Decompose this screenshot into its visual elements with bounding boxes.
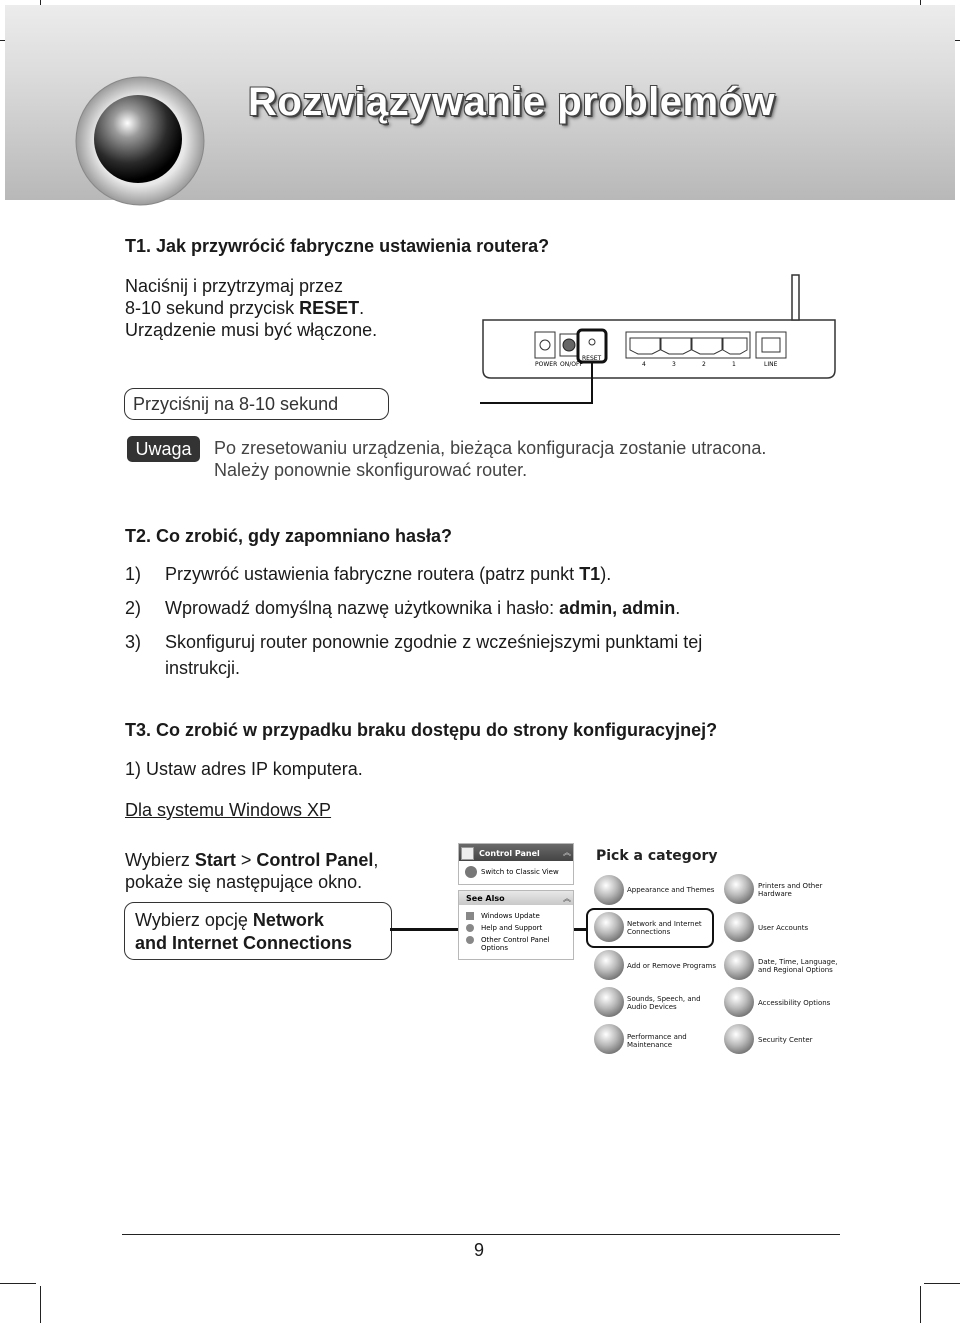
section-heading-windows-xp: Dla systemu Windows XP	[125, 800, 332, 820]
page-title: Rozwiązywanie problemów	[248, 80, 776, 124]
t3-paragraph-line2: pokaże się następujące okno.	[125, 872, 363, 892]
reset-callout-text: Przyciśnij na 8-10 sekund	[133, 394, 339, 414]
network-callout-line2: and Internet Connections	[135, 933, 353, 953]
t2-step2: Wprowadź domyślną nazwę użytkownika i hasło: admin, admin.	[165, 598, 681, 618]
category-link[interactable]: Accessibility Options	[758, 999, 831, 1007]
crop-mark	[0, 1283, 36, 1284]
category-link[interactable]: Printers and Other Hardware	[758, 882, 823, 898]
collapse-icon[interactable]: ︽	[563, 894, 571, 903]
options-icon	[466, 936, 474, 944]
router-back-panel-illustration	[480, 270, 840, 410]
t2-step3-line2: instrukcji.	[165, 658, 241, 678]
see-also-link[interactable]: Other Control Panel Options	[481, 936, 550, 952]
category-link[interactable]: Add or Remove Programs	[627, 962, 716, 970]
t1-heading: T1. Jak przywrócić fabryczne ustawienia routera?	[125, 236, 550, 256]
collapse-icon[interactable]: ︽	[563, 848, 571, 857]
crop-mark	[40, 1286, 41, 1323]
user-accounts-icon	[724, 912, 754, 942]
appearance-themes-icon	[594, 875, 624, 905]
router-label-port4: 4	[642, 361, 646, 368]
t3-step1: 1) Ustaw adres IP komputera.	[125, 759, 363, 779]
switch-view-icon	[465, 866, 477, 878]
router-label-reset: RESET	[582, 355, 602, 362]
windows-update-icon	[466, 912, 474, 920]
router-label-port2: 2	[702, 361, 706, 368]
t2-step-number: 1)	[125, 564, 142, 584]
crop-mark	[920, 1286, 921, 1323]
router-label-onoff: ON/OFF	[560, 361, 583, 368]
network-connections-icon	[594, 912, 624, 942]
category-link[interactable]: User Accounts	[758, 924, 809, 932]
switch-classic-view-link[interactable]: Switch to Classic View	[481, 868, 559, 876]
accessibility-icon	[724, 987, 754, 1017]
t2-step-number: 3)	[125, 632, 142, 652]
category-link[interactable]: Date, Time, Language, and Regional Options	[758, 958, 838, 974]
see-also-title: See Also	[466, 894, 505, 903]
router-label-line: LINE	[764, 361, 778, 368]
t1-text-line2: 8-10 sekund przycisk RESET.	[125, 298, 365, 318]
category-link[interactable]: Performance and Maintenance	[627, 1033, 687, 1049]
router-label-port3: 3	[672, 361, 676, 368]
note-text-line2: Należy ponownie skonfigurować router.	[214, 460, 528, 480]
see-also-link[interactable]: Help and Support	[481, 924, 543, 932]
router-label-port1: 1	[732, 361, 736, 368]
t2-step1: Przywróć ustawienia fabryczne routera (patrz punkt T1).	[165, 564, 612, 584]
pick-category-title: Pick a category	[596, 848, 718, 864]
t3-heading: T3. Co zrobić w przypadku braku dostępu do strony konfiguracyjnej?	[125, 720, 718, 740]
t2-step3-line1: Skonfiguruj router ponownie zgodnie z wcześniejszymi punktami tej	[165, 632, 703, 652]
performance-maintenance-icon	[594, 1024, 624, 1054]
help-icon	[466, 924, 474, 932]
t3-paragraph-line1: Wybierz Start > Control Panel,	[125, 850, 379, 870]
category-link[interactable]: Appearance and Themes	[627, 886, 715, 894]
footer-rule	[122, 1234, 840, 1235]
page-number: 9	[474, 1240, 485, 1260]
network-callout-line1: Wybierz opcję Network	[135, 910, 324, 930]
xp-control-panel-box	[458, 843, 574, 885]
t1-text-line3: Urządzenie musi być włączone.	[125, 320, 378, 340]
control-panel-icon	[461, 847, 474, 860]
xp-see-also-box	[458, 890, 574, 960]
t2-step-number: 2)	[125, 598, 142, 618]
sounds-speech-icon	[594, 987, 624, 1017]
note-text-line1: Po zresetowaniu urządzenia, bieżąca konfiguracja zostanie utracona.	[214, 438, 767, 458]
date-time-icon	[724, 950, 754, 980]
see-also-link[interactable]: Windows Update	[481, 912, 540, 920]
crop-mark	[924, 1283, 960, 1284]
category-link[interactable]: Security Center	[758, 1036, 813, 1044]
security-center-icon	[724, 1024, 754, 1054]
category-link[interactable]: Sounds, Speech, and Audio Devices	[627, 995, 701, 1011]
header-banner	[5, 5, 955, 200]
t2-heading: T2. Co zrobić, gdy zapomniano hasła?	[125, 526, 453, 546]
printers-hardware-icon	[724, 874, 754, 904]
t1-text-line1: Naciśnij i przytrzymaj przez	[125, 276, 344, 296]
sphere-logo-icon	[70, 73, 210, 208]
xp-panel-title: Control Panel	[479, 849, 540, 858]
reset-callout	[124, 388, 389, 420]
note-badge: Uwaga	[127, 436, 200, 462]
add-remove-programs-icon	[594, 950, 624, 980]
category-link-network[interactable]: Network and Internet Connections	[627, 920, 702, 936]
network-callout	[124, 902, 392, 960]
router-label-power: POWER	[535, 361, 558, 368]
